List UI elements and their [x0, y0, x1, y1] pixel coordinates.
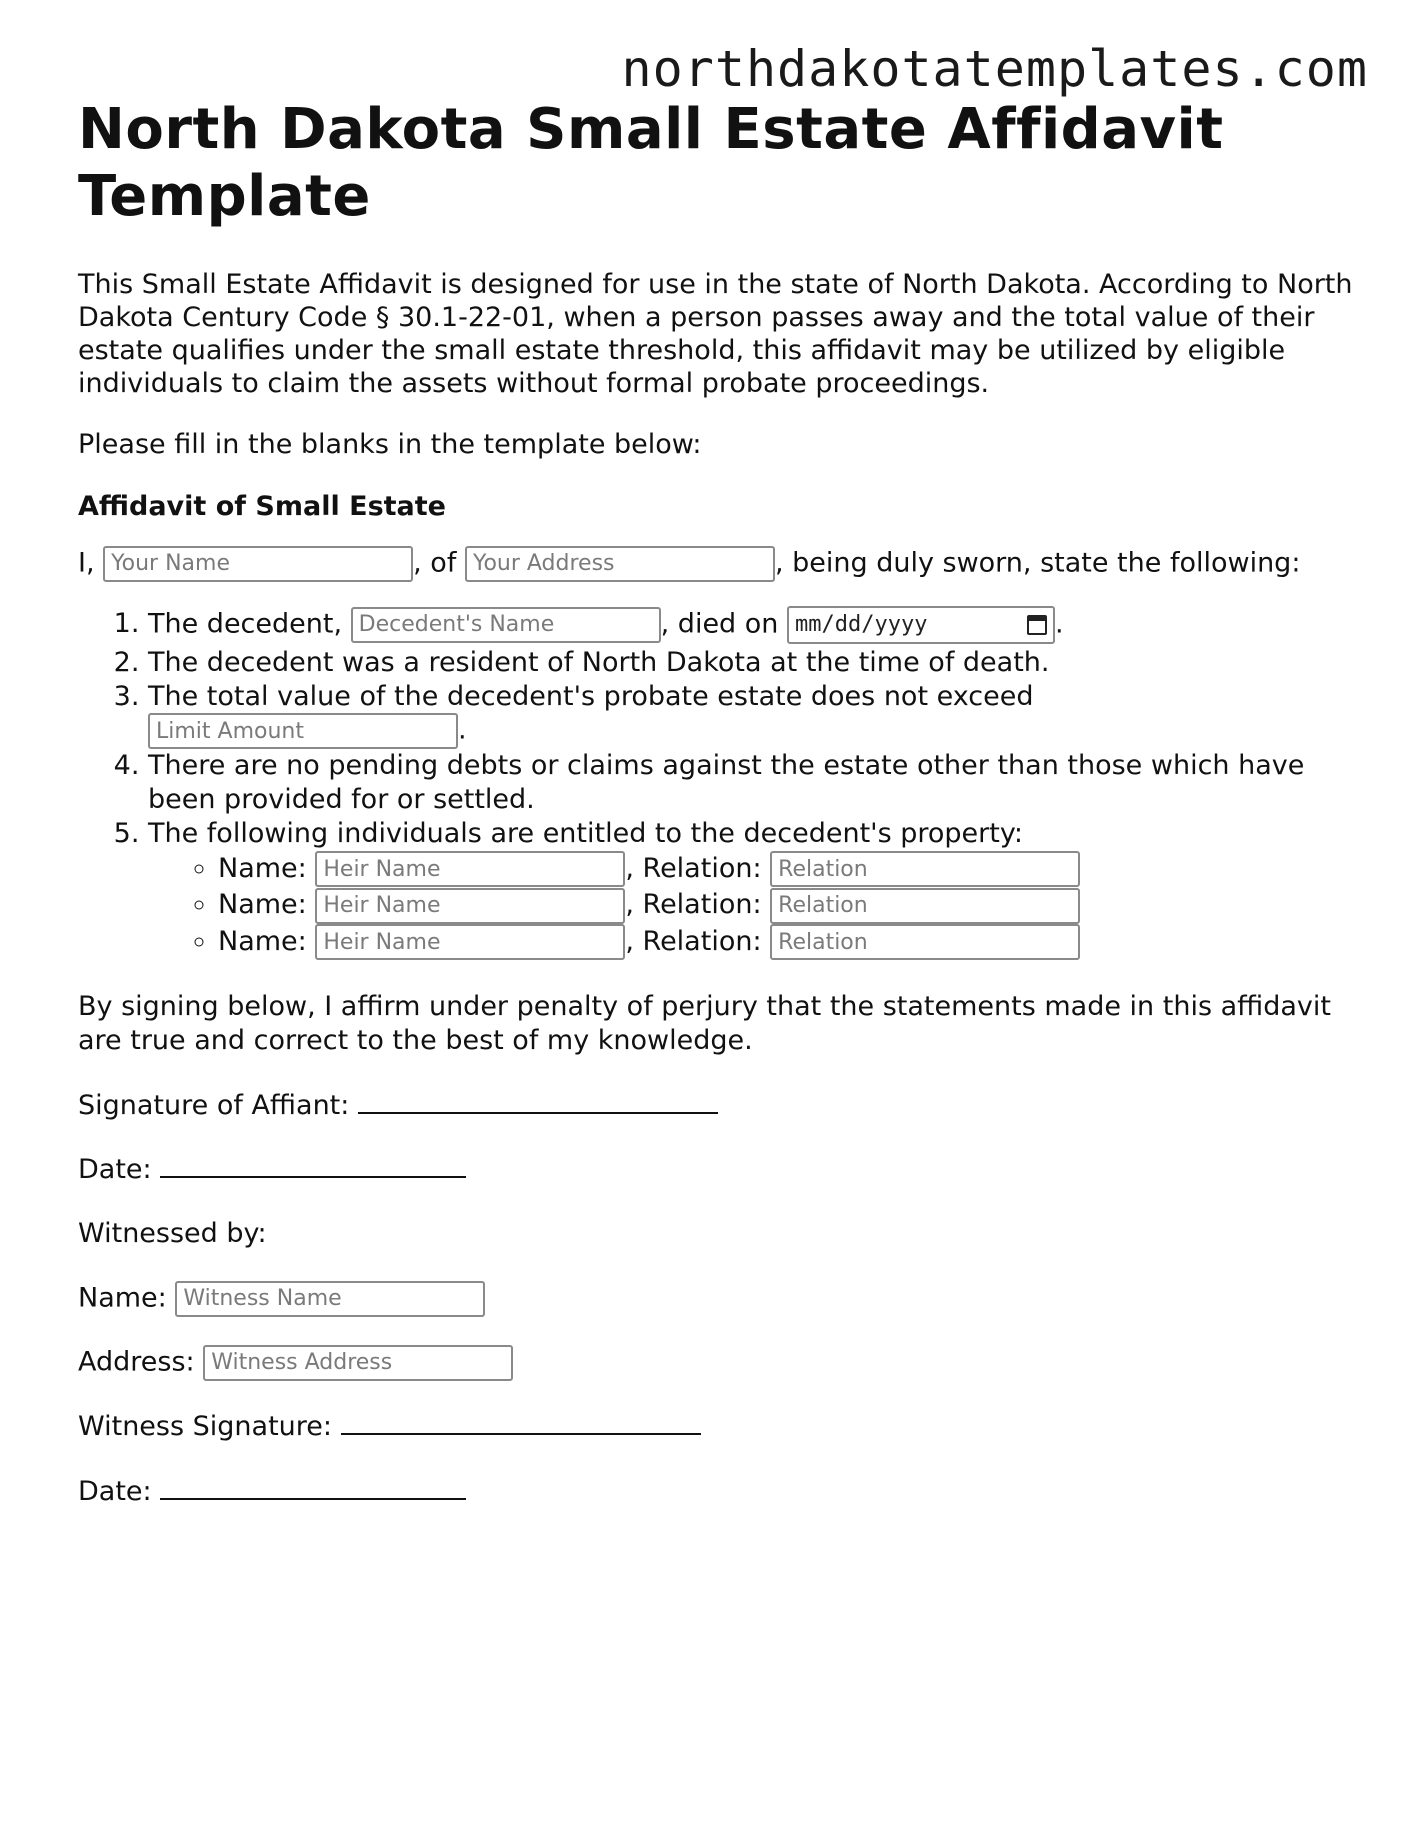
heir-relation-input-1[interactable]: [770, 851, 1080, 887]
statements-list: [78, 606, 1358, 960]
witness-name-row: [78, 1281, 1358, 1317]
date-placeholder: mm/dd/yyyy: [795, 612, 928, 638]
heir-row: [218, 924, 1358, 961]
your-name-input[interactable]: [103, 546, 413, 582]
heir-relation-label: , Relation:: [625, 852, 762, 884]
document-page: [78, 96, 1358, 1538]
witness-name-input[interactable]: [175, 1281, 485, 1317]
section-title: Affidavit of Small Estate: [78, 491, 446, 523]
witness-date-line[interactable]: [160, 1474, 466, 1500]
oath-line: [78, 546, 1358, 582]
heir-name-label: Name:: [218, 889, 307, 921]
intro-paragraph: This Small Estate Affidavit is designed for use in the state of North Dakota. According to North Dakota Century Code § 30.1-22-01, when a person passes away and the total value of their estate qualifies under the small estate threshold, this affidavit may be utilized by eligible individuals to claim the assets without formal probate proceedings.: [78, 269, 1353, 400]
list-item: [148, 749, 1358, 817]
witness-date-label: Date:: [78, 1475, 152, 1507]
heir-relation-input-2[interactable]: [770, 888, 1080, 924]
affiant-date-line[interactable]: [160, 1152, 466, 1178]
affiant-signature-line[interactable]: [358, 1088, 718, 1114]
affiant-date-row: [78, 1152, 1358, 1187]
item2-text: The decedent was a resident of North Dakota at the time of death.: [148, 646, 1050, 678]
heir-name-input-2[interactable]: [315, 888, 625, 924]
item1-mid: , died on: [660, 608, 779, 640]
date-of-death-input[interactable]: [787, 606, 1055, 644]
affirmation-paragraph: By signing below, I affirm under penalty of perjury that the statements made in this affidavit are true and correct to the best of my knowledge.: [78, 991, 1331, 1056]
decedent-name-input[interactable]: [351, 607, 661, 643]
list-item: [148, 680, 1358, 750]
page-title: North Dakota Small Estate Affidavit Template: [78, 97, 1224, 230]
item1-end: .: [1055, 608, 1064, 640]
witness-name-label: Name:: [78, 1282, 167, 1314]
item4-text: There are no pending debts or claims against the estate other than those which have been provided for or settled.: [148, 750, 1305, 816]
list-item: [148, 646, 1358, 680]
heir-relation-label: , Relation:: [625, 889, 762, 921]
witness-signature-label: Witness Signature:: [78, 1410, 332, 1442]
heir-name-input-3[interactable]: [315, 924, 625, 960]
witness-signature-row: [78, 1409, 1358, 1444]
limit-amount-input[interactable]: [148, 713, 458, 749]
item5-text: The following individuals are entitled to the decedent's property:: [148, 817, 1023, 849]
heir-row: [218, 887, 1358, 924]
calendar-icon[interactable]: [1027, 615, 1047, 635]
heir-relation-input-3[interactable]: [770, 924, 1080, 960]
heir-relation-label: , Relation:: [625, 925, 762, 957]
item1-prefix: The decedent,: [148, 608, 343, 640]
affiant-date-label: Date:: [78, 1154, 152, 1186]
oath-suffix: , being duly sworn, state the following:: [774, 547, 1301, 579]
list-item: [148, 817, 1358, 960]
oath-prefix: I,: [78, 547, 95, 579]
heir-name-label: Name:: [218, 852, 307, 884]
item3-end: .: [458, 714, 467, 746]
affiant-signature-row: [78, 1088, 1358, 1123]
list-item: [148, 606, 1358, 644]
witness-date-row: [78, 1474, 1358, 1509]
heirs-list: [148, 851, 1358, 961]
witness-signature-line[interactable]: [341, 1409, 701, 1435]
witness-address-row: [78, 1345, 1358, 1381]
oath-of: , of: [413, 547, 457, 579]
site-watermark: northdakotatemplates.com: [621, 40, 1368, 98]
item3-text: The total value of the decedent's probate estate does not exceed: [148, 680, 1034, 712]
affiant-signature-label: Signature of Affiant:: [78, 1089, 350, 1121]
witness-address-input[interactable]: [203, 1345, 513, 1381]
heir-name-label: Name:: [218, 925, 307, 957]
your-address-input[interactable]: [465, 546, 775, 582]
heir-row: [218, 851, 1358, 888]
instruction-text: Please fill in the blanks in the template below:: [78, 429, 702, 461]
witnessed-by: Witnessed by:: [78, 1218, 267, 1250]
heir-name-input-1[interactable]: [315, 851, 625, 887]
witness-address-label: Address:: [78, 1346, 195, 1378]
